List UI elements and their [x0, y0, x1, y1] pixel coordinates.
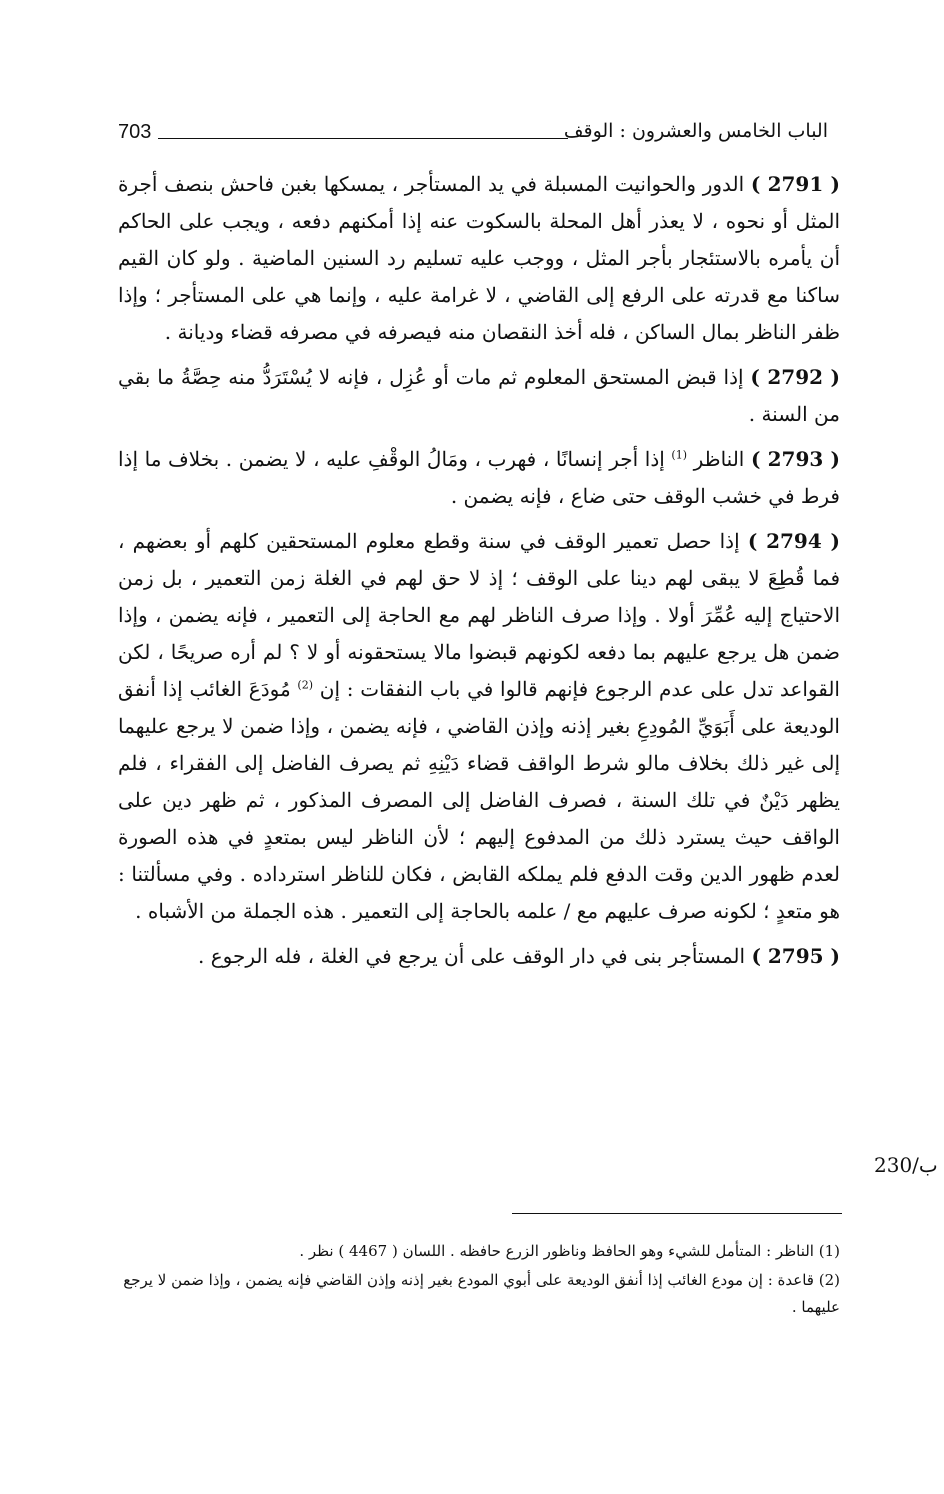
- paragraph-number: ( 2794 ): [747, 529, 840, 553]
- footnote-reference-2: (2): [297, 678, 314, 692]
- paragraph-number: ( 2791 ): [750, 172, 840, 196]
- paragraph-2792: [118, 359, 840, 433]
- paragraph-2793: [118, 441, 840, 515]
- paragraph-text: إذا قبض المستحق المعلوم ثم مات أو عُزِل ، فإنه لا يُسْتَرَدُّ منه حِصَّةُ ما بقي من السنة .: [118, 365, 840, 426]
- footnote-1: (1) الناظر : المتأمل للشيء وهو الحافظ وناظور الزرع حافظه . اللسان ( 4467 ) نظر .: [299, 1242, 840, 1260]
- chapter-title: الباب الخامس والعشرون : الوقف: [563, 120, 828, 142]
- footnote-separator: [512, 1213, 842, 1214]
- paragraph-2795: [118, 938, 840, 975]
- running-header: [118, 118, 828, 152]
- paragraph-text: الدور والحوانيت المسبلة في يد المستأجر ، يمسكها بغبن فاحش بنصف أجرة المثل أو نحوه ، لا يعذر أهل المحلة بالسكوت عنه إذا أمكنهم دفعه ، ويجب على الحاكم أن يأمره بالاستئجار بأجر المثل ، ووجب عليه تسليم رد السنين الماضية . ولو كان القيم ساكنا مع قدرته على الرفع إلى القاضي ، لا غرامة عليه ، وإنما هي على المستأجر ؛ وإذا ظفر الناظر بمال الساكن ، فله أخذ النقصان منه فيصرفه في مصرفه قضاء وديانة .: [118, 172, 841, 344]
- footnote-reference-1: (1): [671, 448, 687, 462]
- header-rule: [158, 138, 568, 139]
- paragraph-text-continued: إذا أجر إنسانًا ، فهرب ، ومَالُ الوقْفِ عليه ، لا يضمن . بخلاف ما إذا فرط في خشب الوقف حتى ضاع ، فإنه يضمن .: [118, 447, 840, 508]
- paragraph-2791: [118, 166, 840, 351]
- paragraph-text: الناظر: [693, 447, 745, 471]
- main-text: [118, 166, 840, 983]
- page-number: 703: [118, 121, 152, 143]
- paragraph-2794: [118, 523, 840, 930]
- paragraph-number: ( 2795 ): [751, 944, 840, 968]
- paragraph-number: ( 2793 ): [750, 447, 840, 471]
- footnotes: [118, 1238, 840, 1323]
- footnote-2: (2) قاعدة : إن مودع الغائب إذا أنفق الوديعة على أبوي المودع بغير إذنه وإذن القاضي فإنه يضمن ، وإذا ضمن لا يرجع عليهما .: [123, 1271, 840, 1316]
- paragraph-text: المستأجر بنى في دار الوقف على أن يرجع في الغلة ، فله الرجوع .: [198, 944, 746, 968]
- paragraph-text-continued: مُودَعَ الغائب إذا أنفق الوديعة على أَبَوَيِّ المُودِعِ بغير إذنه وإذن القاضي ، فإنه يضمن ، وإذا ضمن لا يرجع عليهما إلى غير ذلك بخلاف مالو شرط الواقف قضاء دَيْنِهِ ثم يصرف الفاضل إلى الفقراء ، فلم يظهر دَيْنٌ في تلك السنة ، فصرف الفاضل إلى المصرف المذكور ، ثم ظهر دين على الواقف حيث يسترد ذلك من المدفوع إليهم ؛ لأن الناظر ليس بمتعدٍ في هذه الصورة لعدم ظهور الدين وقت الدفع فلم يملكه القابض ، فكان للناظر استرداده . وفي مسألتنا : هو متعدٍ ؛ لكونه صرف عليهم مع / علمه بالحاجة إلى التعمير . هذه الجملة من الأشباه .: [118, 677, 840, 923]
- manuscript-folio-note: 230/ب: [874, 1153, 938, 1177]
- paragraph-text: إذا حصل تعمير الوقف في سنة وقطع معلوم المستحقين كلهم أو بعضهم ، فما قُطِعَ لا يبقى لهم دينا على الوقف ؛ إذ لا حق لهم في الغلة زمن التعمير ، بل زمن الاحتياج إليه عُمِّرَ أولا . وإذا صرف الناظر لهم مع الحاجة إلى التعمير ، فإنه يضمن ، وإذا ضمن هل يرجع عليهم بما دفعه لكونهم قبضوا مالا يستحقونه أو لا ؟ لم أره صريحًا ، لكن القواعد تدل على عدم الرجوع فإنهم قالوا في باب النفقات : إن: [118, 529, 840, 701]
- paragraph-number: ( 2792 ): [750, 365, 840, 389]
